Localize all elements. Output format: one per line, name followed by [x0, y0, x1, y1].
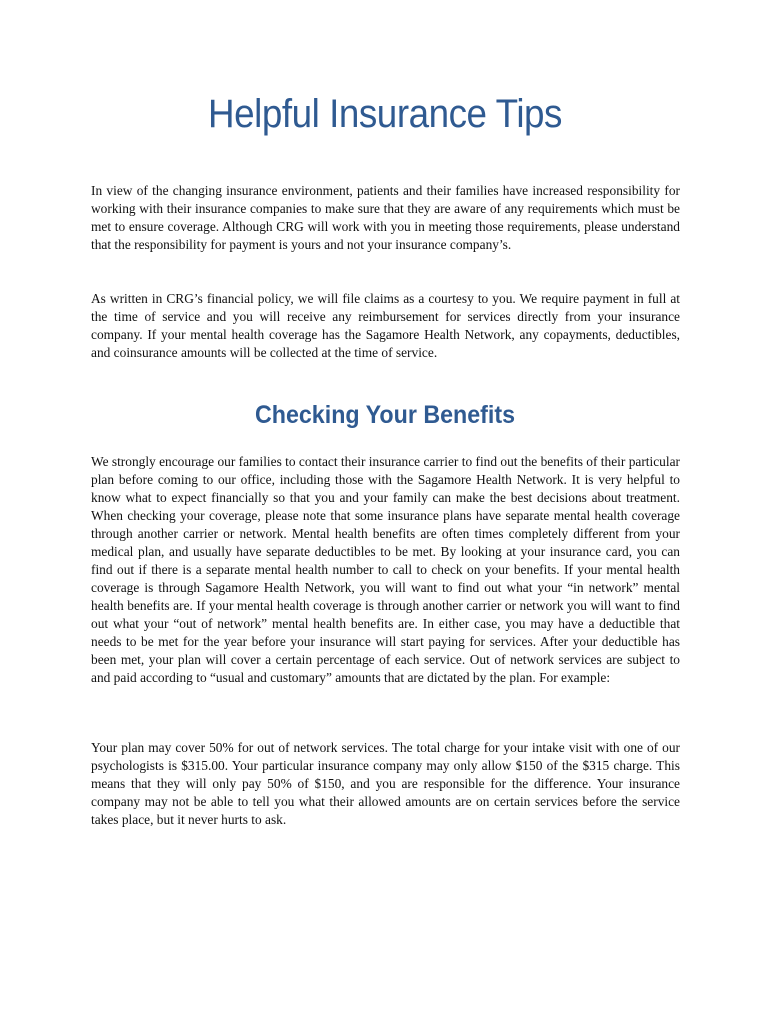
policy-paragraph: As written in CRG’s financial policy, we will file claims as a courtesy to you. We require payment in full at the time of service and you will receive any reimbursement for services directly from your insurance company. If your mental health coverage has the Sagamore Health Network, any copayments, deductibles, and coinsurance amounts will be collected at the time of service.	[91, 291, 680, 360]
section-heading: Checking Your Benefits	[254, 401, 516, 429]
benefits-paragraph: We strongly encourage our families to contact their insurance carrier to find out the benefits of their particular plan before coming to our office, including those with the Sagamore Health Network. It is very helpful to know what to expect financially so that you and your family can make the best decisions about treatment. When checking your coverage, please note that some insurance plans have separate mental health coverage through another carrier or network. Mental health benefits are often times completely different from your medical plan, and usually have separate deductibles to be met. By looking at your insurance card, you can find out if there is a separate mental health number to call to check on your benefits. If your mental health coverage is through Sagamore Health Network, you will want to find out what your “in network” mental health benefits are. If your mental health coverage is through another carrier or network you will want to find out what your “out of network” mental health benefits are. In either case, you may have a deductible that needs to be met for the year before your insurance will start paying for services. After your deductible has been met, your plan will cover a certain percentage of each service. Out of network services are subject to and paid according to “usual and customary” amounts that are dictated by the plan. For example:	[91, 454, 680, 685]
intro-paragraph: In view of the changing insurance environment, patients and their families have increased responsibility for working with their insurance companies to make sure that they are aware of any requirements which must be met to ensure coverage. Although CRG will work with you in meeting those requirements, please understand that the responsibility for payment is yours and not your insurance company’s.	[91, 183, 680, 252]
example-paragraph: Your plan may cover 50% for out of network services. The total charge for your intake visit with one of our psychologists is $315.00. Your particular insurance company may only allow $150 of the $315 charge. This means that they will only pay 50% of $150, and you are responsible for the difference. Your insurance company may not be able to tell you what their allowed amounts are on certain services before the service takes place, but it never hurts to ask.	[91, 740, 680, 827]
document-title: Helpful Insurance Tips	[208, 92, 562, 136]
